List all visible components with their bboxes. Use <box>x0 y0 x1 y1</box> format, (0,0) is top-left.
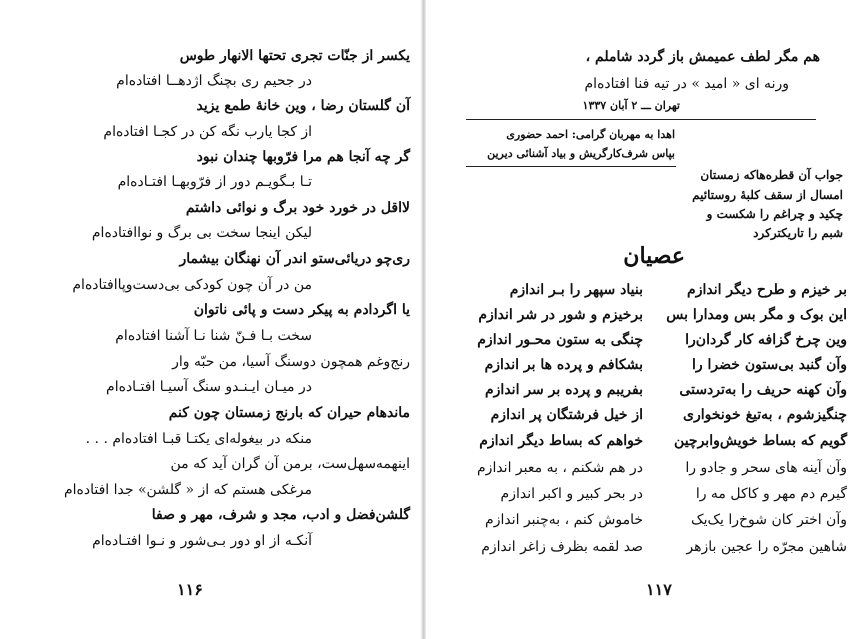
top-rule <box>466 119 816 120</box>
couplet-7-first: گویم که بساط خویش‌وابرچین <box>674 433 847 449</box>
right-page-number: ۱۱۷ <box>646 580 672 599</box>
couplet-6-second: از خیل فرشتگان پر اندازم <box>490 407 643 423</box>
left-line-10: من در آن چون کودکی بی‌دست‌وپاافتاده‌ام <box>72 277 312 293</box>
left-page <box>0 0 420 639</box>
left-page-number: ۱۱۶ <box>177 580 203 599</box>
left-line-7: لااقل در خورد خود برگ و نوائی داشتم <box>185 200 410 216</box>
dedication-line-1: اهدا به مهربان گرامی: احمد حضوری <box>506 128 675 141</box>
couplet-8-first: وآن آینه های سحر و جادو را <box>685 460 847 476</box>
couplet-3-second: چنگی به ستون محـور اندازم <box>477 332 643 348</box>
left-line-20: آنکـه از او دور بـی‌شور و نـوا افتـاده‌ام <box>92 533 312 549</box>
couplet-9-second: در بحر کبیر و اکبر اندازم <box>500 486 643 502</box>
left-line-14: در میـان ایـنـدو سنگ آسیـا افتـاده‌ام <box>106 379 312 395</box>
opening-line-2: ورنه ای « امید » در تیه فنا افتاده‌ام <box>584 76 789 92</box>
left-line-8: لیکن اینجا سخت بی برگ و نواافتاده‌ام <box>91 225 312 241</box>
left-line-9: ری‌چو دریائی‌ستو اندر آن نهنگان بیشمار <box>179 251 410 267</box>
intro-line-2: امسال از سقف کلبهٔ روستائیم <box>692 188 843 202</box>
couplet-10-second: خاموش کنم ، به‌چنبر اندازم <box>485 512 643 528</box>
left-line-16: منکه در بیغوله‌ای یکتـا قبـا افتاده‌ام . . . <box>85 431 312 447</box>
left-line-3: آن گلستان رضا ، وین خانهٔ طمع یزید <box>196 98 410 114</box>
left-line-11: یا اگردادم به پیکر دست و پائی ناتوان <box>193 302 410 318</box>
couplet-10-first: وآن اختر کان شوخ‌را یک‌یک <box>691 512 847 528</box>
left-line-5: گر چه آنجا هم مرا فرّوبها چندان نبود <box>196 149 410 165</box>
couplet-2-first: این بوک و مگر بس ومدارا بس <box>666 307 847 323</box>
couplet-8-second: در هم شکنم ، به معبر اندازم <box>477 460 643 476</box>
couplet-6-first: چنگیزشوم ، به‌تیغ خونخواری <box>683 407 847 423</box>
couplet-1-second: بنیاد سپهر را بـر اندازم <box>509 282 643 298</box>
couplet-4-second: بشکافم و پرده ها بر اندازم <box>484 357 643 373</box>
couplet-11-first: شاهین مجرّه را عجین بازهر <box>686 539 847 555</box>
couplet-3-first: وین چرخ گزافه کار گردان‌را <box>685 332 847 348</box>
dedication-line-2: بپاس شرف‌کارگریش و بیاد آشنائی دیرین <box>487 147 675 160</box>
left-line-4: از کجا یارب نگه کن در کجـا افتاده‌ام <box>103 124 312 140</box>
left-line-12: سخت بـا فـنّ شنا نـا آشنا افتاده‌ام <box>115 328 312 344</box>
left-line-18: مرغکی هستم که از « گلشن» جدا افتاده‌ام <box>63 482 312 498</box>
intro-line-3: چکید و چراغم را شکست و <box>706 207 843 221</box>
couplet-1-first: بر خیزم و طرح دیگر اندازم <box>687 282 847 298</box>
left-line-13: رنج‌وغم همچون دوسنگ آسیا، من حبّه وار <box>172 354 410 370</box>
couplet-2-second: برخیزم و شور در شر اندازم <box>478 307 643 323</box>
right-page <box>428 0 857 639</box>
date-line: تهران ـــ ۲ آبان ۱۳۳۷ <box>582 99 680 112</box>
left-line-2: در جحیم ری بچنگ اژدهــا افتاده‌ام <box>116 73 312 89</box>
couplet-11-second: صد لقمه بظرف زاغر اندازم <box>481 539 643 555</box>
left-line-6: تـا بـگویـم دور از فرّوبهـا افتـاده‌ام <box>117 174 312 190</box>
couplet-5-second: بفریبم و پرده بر سر اندازم <box>485 382 643 398</box>
poem-title: عصیان <box>623 243 685 269</box>
book-spine <box>421 0 426 639</box>
intro-line-4: شبم را تاریکترکرد <box>753 226 843 240</box>
couplet-9-first: گیرم دم مهر و کاکل مه را <box>695 486 847 502</box>
left-line-1: یکسر از جنّات تجری تحتها الانهار طوس <box>179 48 410 64</box>
left-line-15: ماندهام حیران که بارنج زمستان چون کنم <box>168 405 410 421</box>
left-line-17: اینهمه‌سهل‌ست، برمن آن گران آید که من <box>170 456 410 472</box>
couplet-7-second: خواهم که بساط دیگر اندازم <box>479 433 643 449</box>
dedication-underline <box>466 166 676 167</box>
left-line-19: گلشن‌فضل و ادب، مجد و شرف، مهر و صفا <box>151 507 410 523</box>
couplet-5-first: وآن کهنه حریف را به‌تردستی <box>679 382 847 398</box>
couplet-4-first: وآن گنبد بی‌ستون خضرا را <box>692 357 847 373</box>
opening-line-1: هم مگر لطف عمیمش باز گردد شاملم ، <box>585 49 820 65</box>
intro-line-1: جواب آن قطره‌هاکه زمستان <box>700 168 843 182</box>
